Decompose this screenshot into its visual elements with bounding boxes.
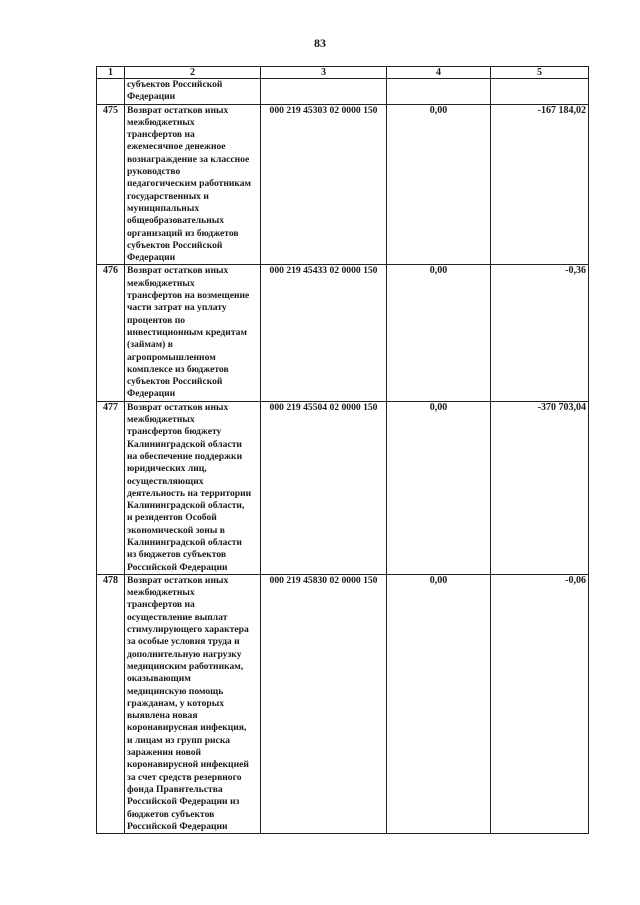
description-line: Калининградской области, [127,500,245,512]
column-header-3: 3 [261,67,387,79]
description-line: (займам) в [127,339,173,351]
description-line: осуществление выплат [127,611,228,623]
description-line: трансфертов на [127,129,195,141]
description-line: Российской Федерации из [127,796,240,808]
amount-value [491,79,589,105]
description-line: Российской Федерации [127,820,228,832]
budget-code [261,79,387,105]
description-line: общеобразовательных [127,215,225,227]
description-line: Возврат остатков иных [127,265,229,277]
table-row [97,401,589,574]
table-header-row [97,67,589,79]
description-line: выявлена новая [127,710,198,722]
table-row [97,574,589,833]
description-line: Возврат остатков иных [127,401,229,413]
description-line: бюджетов субъектов [127,808,215,820]
description-line: Калининградской области [127,536,242,548]
description-line: Калининградской области [127,438,242,450]
description-line: юридических лиц, [127,463,207,475]
description-line: субъектов Российской [127,79,223,90]
row-description [125,79,261,105]
description-line: инвестиционным кредитам [127,326,247,338]
description-line: из бюджетов субъектов [127,549,227,561]
description-line: муниципальных [127,202,200,214]
description-line: медицинским работникам, [127,660,244,672]
description-line: Федерации [127,252,176,264]
budget-code: 000 219 45830 02 0000 150 [261,574,387,833]
description-line: на обеспечение поддержки [127,450,243,462]
description-line: государственных и [127,190,209,202]
amount-value: -0,06 [491,574,589,833]
row-description [125,104,261,265]
description-line: субъектов Российской [127,376,223,388]
description-line: Федерации [127,91,176,103]
description-line: Федерации [127,388,176,400]
amount-value: -370 703,04 [491,401,589,574]
row-number: 476 [97,265,125,401]
table-row [97,104,589,265]
description-line: процентов по [127,314,186,326]
description-line: медицинскую помощь [127,685,224,697]
column-4-value: 0,00 [387,574,491,833]
description-line: и резидентов Особой [127,512,217,524]
description-line: межбюджетных [127,116,195,128]
description-line: стимулирующего характера [127,624,249,636]
description-line: и лицам из групп риска [127,734,230,746]
description-line: межбюджетных [127,414,195,426]
row-description [125,265,261,401]
description-line: части затрат на уплату [127,302,227,314]
column-header-1: 1 [97,67,125,79]
table-row [97,79,589,105]
description-line: заражения новой [127,747,202,759]
description-line: руководство [127,166,181,178]
row-number [97,79,125,105]
description-line: экономической зоны в [127,524,225,536]
description-line: осуществляющих [127,475,204,487]
description-line: трансфертов на возмещение [127,290,250,302]
column-4-value [387,79,491,105]
table-row [97,265,589,401]
description-line: дополнительную нагрузку [127,648,242,660]
amount-value: -167 184,02 [491,104,589,265]
column-header-2: 2 [125,67,261,79]
column-4-value: 0,00 [387,401,491,574]
budget-code: 000 219 45433 02 0000 150 [261,265,387,401]
description-line: за счет средств резервного [127,771,242,783]
description-line: межбюджетных [127,587,195,599]
description-line: Возврат остатков иных [127,574,229,586]
description-line: педагогическим работникам [127,178,252,190]
column-4-value: 0,00 [387,104,491,265]
amount-value: -0,36 [491,265,589,401]
budget-code: 000 219 45504 02 0000 150 [261,401,387,574]
description-line: коронавирусная инфекция, [127,722,247,734]
description-line: вознаграждение за классное [127,153,250,165]
row-number: 477 [97,401,125,574]
description-line: за особые условия труда и [127,636,240,648]
description-line: гражданам, у которых [127,697,225,709]
description-line: субъектов Российской [127,239,223,251]
description-line: организаций из бюджетов [127,227,239,239]
description-line: Возврат остатков иных [127,104,229,116]
row-number: 475 [97,104,125,265]
budget-table [96,66,589,834]
description-line: фонда Правительства [127,783,223,795]
column-4-value: 0,00 [387,265,491,401]
column-header-5: 5 [491,67,589,79]
description-line: агропромышленном [127,351,216,363]
description-line: межбюджетных [127,277,195,289]
description-line: коронавирусной инфекцией [127,759,249,771]
description-line: деятельность на территории [127,487,252,499]
budget-code: 000 219 45303 02 0000 150 [261,104,387,265]
row-number: 478 [97,574,125,833]
row-description [125,574,261,833]
description-line: Российской Федерации [127,561,228,573]
column-header-4: 4 [387,67,491,79]
page-number: 83 [314,36,326,50]
description-line: ежемесячное денежное [127,141,226,153]
description-line: комплексе из бюджетов [127,363,229,375]
description-line: трансфертов на [127,599,195,611]
description-line: трансфертов бюджету [127,426,222,438]
row-description [125,401,261,574]
description-line: оказывающим [127,673,191,685]
